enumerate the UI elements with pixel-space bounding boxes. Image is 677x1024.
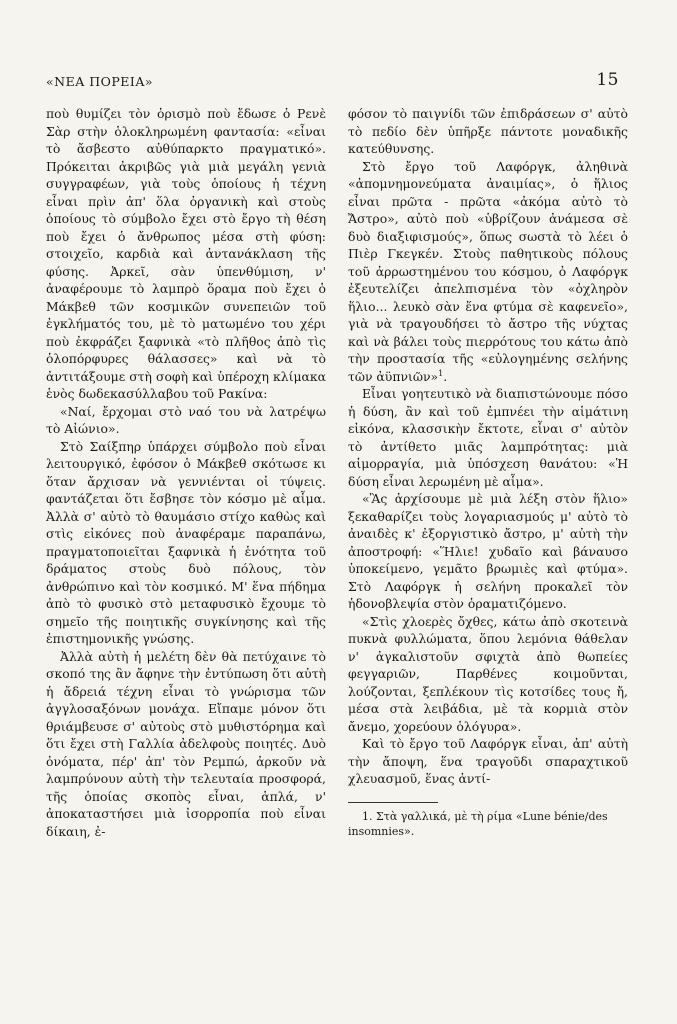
paragraph: Στὸ Σαίξπηρ ὑπάρχει σύμβολο ποὺ εἶναι λειτουργικό, ἐφόσον ὁ Μάκβεθ σκότωσε κι ὅταν ἄρχισαν νὰ γεννιένται οἱ τύψεις. φαντάζεται ὅτι ἔσβησε τὸν κόσμο μὲ αἷμα. Ἀλλὰ σ' αὐτὸ τὸ θαυμάσιο στίχο καθὼς καὶ στὶς εἰκόνες ποὺ ἀναφέραμε παραπάνω, πραγματοποιεῖται ξαφνικὰ ἡ ἑνότητα τοῦ δράματος στοὺς δυὸ πόλους, τὸν ἀνθρώπινο καὶ τὸν κοσμικό. Μ' ἕνα πήδημα ἀπὸ τὸ φυσικὸ στὸ μεταφυσικὸ ἔχουμε τὸ σημεῖο τῆς ποιητικῆς συγκίνησης καὶ τῆς ἐπιστημονικῆς γνώσης.: [46, 438, 326, 646]
page-number: 15: [596, 70, 619, 90]
paragraph: «Ἂς ἀρχίσουμε μὲ μιὰ λέξη στὸν ἥλιο» ξεκαθαρίζει τοὺς λογαριασμούς μ' αὐτὸ τὸ ἀναιδὲς κ' ἐξοργιστικὸ ἄστρο, μ' αὐτὴ τὴν ἀποστροφή: «Ἥλιε! χυδαῖο καὶ βάναυσο ὑποκείμενο, γεμᾶτο βρωμιὲς καὶ φτύμα». Στὸ Λαφόργκ ἡ σελήνη προκαλεῖ τὸν ἡδονοβλεψία στὸν ὁραματιζόμενο.: [348, 491, 628, 611]
paragraph: Ἀλλὰ αὐτὴ ἡ μελέτη δὲν θὰ πετύχαινε τὸ σκοπό της ἂν ἄφηνε τὴν ἐντύπωση ὅτι αὐτὴ ἡ ἄδρειά τέχνη εἶναι τὸ γνώρισμα τῶν ἀγγλοσαξόνων μονάχα. Εἴπαμε μόνον ὅτι θριάμβευσε σ' αὐτοὺς στὸ μυθιστόρημα καὶ ὅτι ἔχει στὴ Γαλλία ἀδελφοὺς ποιητές. Δυὸ ὀνόματα, πέρ' ἀπ' τὸν Ρεμπώ, ἀρκοῦν νὰ λαμπρύνουν αὐτὴ τὴν τελευταία προσφορά, τῆς ὁποίας σκοπὸς εἶναι, ἁπλά, ν' ἀποκαταστήσει μιὰ ἰσορροπία ποὺ εἶναι δίκαιη, ἐ-: [46, 648, 326, 839]
paragraph: Στὸ ἔργο τοῦ Λαφόργκ, ἀληθινὰ «ἀπομνημονεύματα ἀναιμίας», ὁ ἥλιος εἶναι πρῶτα - πρῶτα «ἀκόμα αὐτὸ τὸ Ἄστρο», αὐτὸ ποὺ «ὑβρίζουν ἀνάμεσα σὲ δυὸ διαξιφισμούς», ὅπως σωστὰ τὸ λέει ὁ Πιὲρ Γκεγκέν. Στοὺς παθητικοὺς πόλους τοῦ ἀρρωστημένου του κόσμου, ὁ Λαφόργκ ἐξευτελίζει ἀπελπισμένα τὸν «ὀχληρὸν ἥλιο... λευκὸ σὰν ἕνα φτύμα σὲ καφενεῖο», γιὰ νὰ τραγουδήσει τὸ ἄστρο τῆς νύχτας καὶ νὰ βάλει τοὺς πιερρότους του κάτω ἀπὸ τὴν προστασία τῆς «εὐλογημένης σελήνης τῶν ἀϋπνιῶν»$^1$.: [348, 158, 628, 384]
paragraph: φόσον τὸ παιγνίδι τῶν ἐπιδράσεων σ' αὐτὸ τὸ πεδίο δὲν ὑπῆρξε πάντοτε μοναδικῆς κατεύθυνσης.: [348, 106, 628, 156]
paragraph: Εἶναι γοητευτικὸ νὰ διαπιστώνουμε πόσο ἡ δύση, ἂν καὶ τοῦ ἐμπνέει τὴν αἱμάτινη εἰκόνα, κλασσικὴν ἔκτοτε, εἶναι σ' αὐτὸν τὸ ἀντίθετο μιᾶς λαμπρότητας: μιὰ αἱμορραγία, μιὰ ὑπόσχεση θανάτου: «Ἡ δύση εἶναι λερωμένη μὲ αἷμα».: [348, 386, 628, 489]
text-columns: [46, 105, 628, 1005]
footnote: 1. Στὰ γαλλικά, μὲ τὴ ρίμα «Lune bénie/des insomnies».: [348, 809, 608, 838]
footnote-divider: [348, 802, 438, 803]
paragraph-text: Στὸ ἔργο τοῦ Λαφόργκ, ἀληθινὰ «ἀπομνημονεύματα ἀναιμίας», ὁ ἥλιος εἶναι πρῶτα - πρῶτα «ἀκόμα αὐτὸ τὸ Ἄστρο», αὐτὸ ποὺ «ὑβρίζουν ἀνάμεσα σὲ δυὸ διαξιφισμούς», ὅπως σωστὰ τὸ λέει ὁ Πιὲρ Γκεγκέν. Στοὺς παθητικοὺς πόλους τοῦ ἀρρωστημένου του κόσμου, ὁ Λαφόργκ ἐξευτελίζει ἀπελπισμένα τὸν «ὀχληρὸν ἥλιο... λευκὸ σὰν ἕνα φτύμα σὲ καφενεῖο», γιὰ νὰ τραγουδήσει τὸ ἄστρο τῆς νύχτας καὶ νὰ βάλει τοὺς πιερρότους του κάτω ἀπὸ τὴν προστασία τῆς «εὐλογημένης σελήνης τῶν ἀϋπνιῶν»: [348, 158, 628, 384]
running-header: [46, 70, 619, 94]
paragraph: ποὺ θυμίζει τὸν ὁρισμὸ ποὺ ἔδωσε ὁ Ρενὲ Σὰρ στὴν ὁλοκληρωμένη φαντασία: «εἶναι τὸ ἄσβεστο αὐθύπαρκτο πραγματικό». Πρόκειται ἀκριβῶς γιὰ μιὰ μεγάλη γενιὰ συγγραφέων, γιὰ τοὺς ὁποίους ἡ τέχνη εἶναι πρὶν ἀπ' ὅλα ὀργανικὴ καὶ στοὺς ὁποίους τὸ σύμβολο ἔχει στὸ ἔργο τὴ θέση ποὺ ἔχει ὁ ἄνθρωπος μέσα στὴ φύση: στοιχεῖο, καρδιὰ καὶ ἀντανάκλαση τῆς φύσης. Ἀρκεῖ, σὰν ὑπενθύμιση, ν' ἀναφέρουμε τὸ λαμπρὸ ὅραμα ποὺ ἔχει ὁ Μάκβεθ τῶν κοσμικῶν συνεπειῶν τοῦ ἐγκλήματός του, μὲ τὸ ματωμένο του χέρι ποὺ ἐκφράζει ξαφνικὰ «τὸ πλῆθος ἀπὸ τὶς ὁλοπόρφυρες θάλασσες» καὶ νὰ τὸ ἀντιτάξουμε στὴ σοφὴ καὶ ὑπέροχη κλίμακα ἑνὸς δωδεκασύλλαβου τοῦ Ρακίνα:: [46, 106, 326, 401]
paragraph: Καὶ τὸ ἔργο τοῦ Λαφόργκ εἶναι, ἀπ' αὐτὴ τὴν ἄποψη, ἕνα τραγοῦδι σπαραχτικοῦ χλευασμοῦ, ἕνας ἀντί-: [348, 736, 628, 786]
quote-paragraph: «Στὶς χλοερὲς ὄχθες, κάτω ἀπὸ σκοτεινὰ πυκνὰ φυλλώματα, ὅπου λεμόνια θάθελαν ν' ἀγκαλιστοῦν σφιχτὰ ἀπὸ θωπείες φεγγαριῶν, Παρθένες κοιμοῦνται, λούζονται, ξεπλέκουν τὶς κοτσίδες τους ἤ, μέσα στὰ λειβάδια, μὲ τὰ κορμιὰ στὸν ἄνεμο, χορεύουν ὁλόγυρα».: [348, 613, 628, 734]
footnote-marker: 1: [438, 368, 444, 378]
journal-title: «ΝΕΑ ΠΟΡΕΙΑ»: [46, 74, 154, 89]
right-column: [348, 105, 628, 1005]
quote-paragraph: «Ναί, ἔρχομαι στὸ ναό του νὰ λατρέψω τὸ Αἰώνιο».: [46, 403, 326, 436]
left-column: [46, 105, 326, 1005]
